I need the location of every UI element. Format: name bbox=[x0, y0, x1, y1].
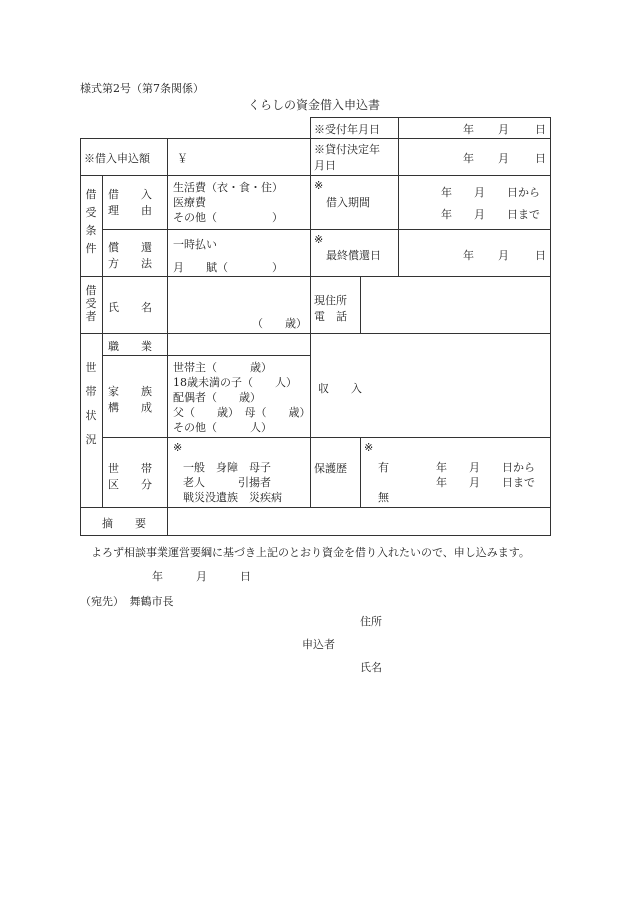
repay-label-2: 方 法 bbox=[108, 257, 152, 270]
received-date-label: ※受付年月日 bbox=[314, 123, 380, 136]
household-group-label: 世 帯 状 況 bbox=[85, 361, 97, 446]
conditions-group-label: 借 受 条 件 bbox=[85, 188, 97, 255]
category-row-2: 老人 引揚者 bbox=[183, 476, 271, 489]
applicant-label: 申込者 bbox=[302, 638, 335, 651]
final-year: 年 bbox=[463, 249, 474, 262]
decision-year: 年 bbox=[463, 152, 474, 165]
job-label: 職 業 bbox=[108, 340, 152, 353]
summary-label: 摘 要 bbox=[102, 517, 146, 530]
category-label: 世 帯 bbox=[108, 462, 152, 475]
reason-label: 借 入 bbox=[108, 188, 152, 201]
form-number: 様式第2号（第7条関係） bbox=[80, 82, 204, 95]
name-label: 氏 名 bbox=[108, 301, 152, 314]
protection-to: 年 月 日まで bbox=[436, 476, 535, 489]
income-label: 収 入 bbox=[318, 382, 362, 395]
period-mark: ※ bbox=[314, 179, 324, 192]
age-field: （ 歳） bbox=[252, 317, 307, 330]
repay-option-2: 月 賦（ ） bbox=[173, 261, 283, 274]
category-row-1: 一般 身障 母子 bbox=[183, 461, 271, 474]
repay-option-1: 一時払い bbox=[173, 238, 217, 251]
reason-label-2: 理 由 bbox=[108, 204, 152, 217]
address-label: 現住所 bbox=[314, 294, 347, 307]
decision-day: 日 bbox=[535, 152, 546, 165]
decision-date-label: ※貸付決定年 bbox=[314, 143, 380, 156]
protection-label: 保護歴 bbox=[314, 462, 347, 475]
yen-sign: ￥ bbox=[177, 152, 188, 165]
protection-yes: 有 bbox=[378, 461, 389, 474]
period-to: 年 月 日まで bbox=[441, 208, 540, 221]
phone-label: 電 話 bbox=[314, 310, 347, 323]
received-day: 日 bbox=[535, 123, 546, 136]
category-mark: ※ bbox=[173, 441, 183, 454]
protection-mark: ※ bbox=[364, 441, 374, 454]
period-from: 年 月 日から bbox=[441, 186, 540, 199]
decision-month: 月 bbox=[498, 152, 509, 165]
application-date: 年 月 日 bbox=[152, 570, 251, 583]
applicant-name-label: 氏名 bbox=[360, 661, 382, 674]
final-month: 月 bbox=[498, 249, 509, 262]
period-label: 借入期間 bbox=[326, 196, 370, 209]
received-year: 年 bbox=[463, 123, 474, 136]
family-parents: 父（ 歳） 母（ 歳） bbox=[173, 406, 311, 419]
reason-option-1: 生活費（衣・食・住） bbox=[173, 181, 283, 194]
category-row-3: 戦災没遺族 災疾病 bbox=[183, 491, 282, 504]
form-title: くらしの資金借入申込書 bbox=[248, 98, 381, 112]
decision-date-label-2: 月日 bbox=[314, 159, 336, 172]
reason-option-2: 医療費 bbox=[173, 196, 206, 209]
protection-from: 年 月 日から bbox=[436, 461, 535, 474]
family-label: 家 族 bbox=[108, 385, 152, 398]
family-spouse: 配偶者（ 歳） bbox=[173, 391, 261, 404]
borrower-group-label: 借 受 者 bbox=[85, 284, 97, 323]
protection-no: 無 bbox=[378, 491, 389, 504]
applicant-address-label: 住所 bbox=[360, 615, 382, 628]
repay-label: 償 還 bbox=[108, 241, 152, 254]
final-mark: ※ bbox=[314, 233, 324, 246]
family-others: その他（ 人） bbox=[173, 421, 272, 434]
loan-amount-label: ※借入申込額 bbox=[84, 152, 150, 165]
addressee: （宛先） 舞鶴市長 bbox=[80, 595, 174, 608]
family-householder: 世帯主（ 歳） bbox=[173, 361, 272, 374]
application-statement: よろず相談事業運営要綱に基づき上記のとおり資金を借り入れたいので、申し込みます。 bbox=[91, 546, 530, 559]
family-children: 18歳未満の子（ 人） bbox=[173, 376, 297, 389]
final-day: 日 bbox=[535, 249, 546, 262]
category-label-2: 区 分 bbox=[108, 478, 152, 491]
received-month: 月 bbox=[498, 123, 509, 136]
reason-option-3: その他（ ） bbox=[173, 211, 283, 224]
family-label-2: 構 成 bbox=[108, 401, 152, 414]
final-repay-label: 最終償還日 bbox=[326, 249, 381, 262]
